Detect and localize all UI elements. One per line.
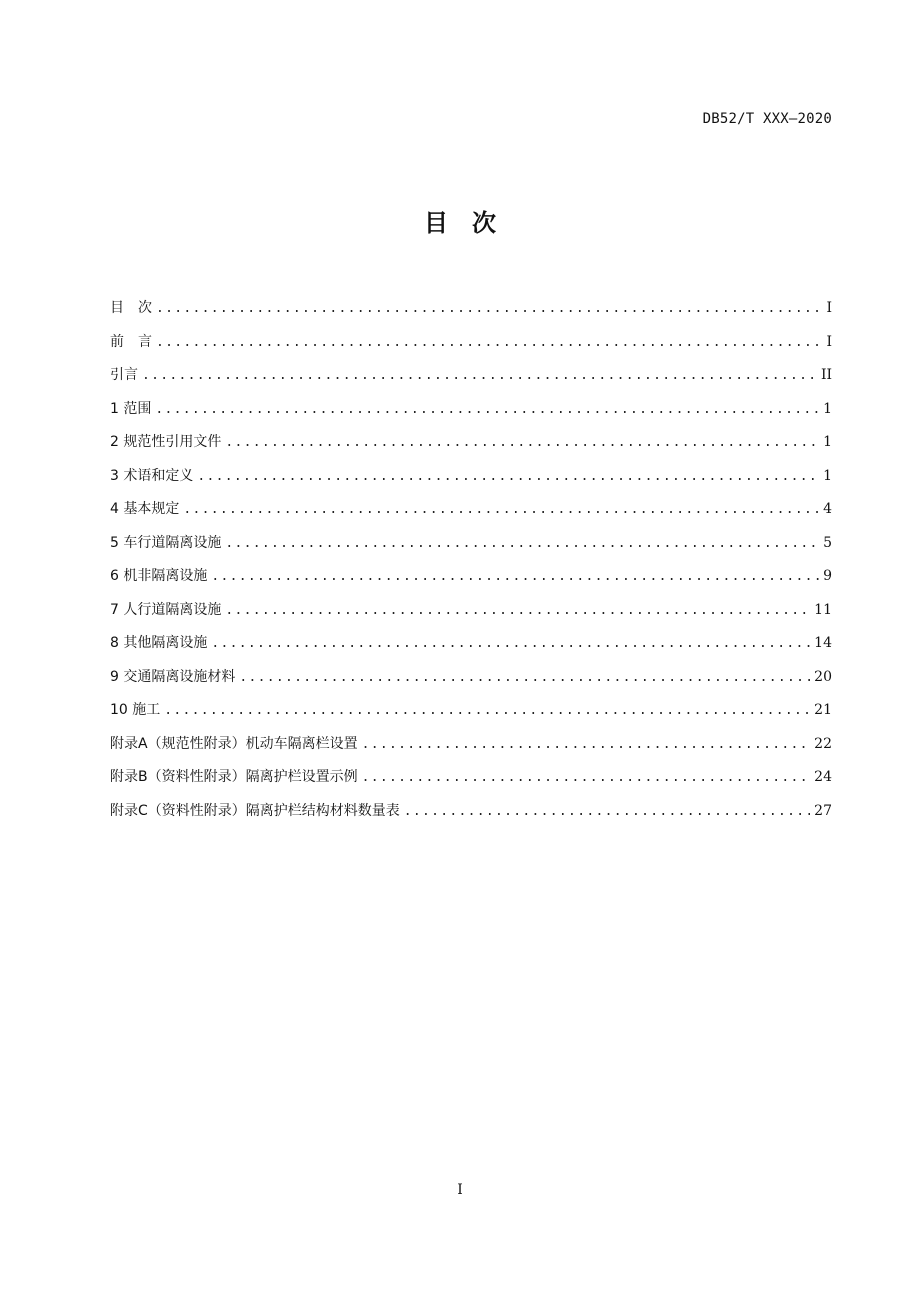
toc-page-number: 22	[814, 735, 832, 752]
toc-entry-section-2[interactable]	[110, 431, 832, 465]
toc-entry-appendix-a[interactable]	[110, 733, 832, 767]
page-title-char-2: 次	[472, 209, 496, 237]
toc-dot-leader	[156, 332, 822, 354]
toc-page-number: 1	[823, 467, 832, 484]
toc-page-number: 1	[823, 434, 832, 450]
toc-dot-leader	[362, 734, 811, 756]
toc-page-number: 9	[823, 568, 832, 584]
toc-dot-leader	[164, 700, 810, 722]
toc-entry-appendix-c[interactable]	[110, 800, 832, 834]
toc-entry-label: 10 施工	[110, 702, 161, 718]
toc-dot-leader	[225, 432, 819, 454]
toc-dot-leader	[404, 801, 810, 823]
toc-entry-section-3[interactable]	[110, 465, 832, 499]
toc-page-number: 11	[814, 601, 832, 618]
toc-entry-contents[interactable]	[110, 297, 832, 331]
toc-page-number: 20	[814, 668, 832, 685]
document-code: DB52/T XXX—2020	[702, 111, 832, 127]
toc-page-number: 21	[814, 702, 832, 718]
toc-dot-leader	[225, 533, 819, 555]
toc-entry-label: 目 次	[110, 300, 152, 316]
page-number: I	[457, 1182, 463, 1198]
toc-entry-label: 7 人行道隔离设施	[110, 601, 222, 618]
table-of-contents	[110, 297, 832, 833]
toc-page-number: 1	[823, 400, 832, 417]
toc-entry-label: 附录B（资料性附录）隔离护栏设置示例	[110, 769, 358, 785]
toc-entry-label: 引言	[110, 367, 138, 383]
toc-dot-leader	[362, 767, 811, 789]
toc-page-number: 27	[814, 802, 832, 819]
toc-dot-leader	[211, 633, 810, 655]
toc-entry-section-6[interactable]	[110, 565, 832, 599]
toc-entry-label: 附录C（资料性附录）隔离护栏结构材料数量表	[110, 802, 400, 819]
toc-entry-foreword[interactable]	[110, 331, 832, 365]
toc-entry-section-1[interactable]	[110, 398, 832, 432]
toc-entry-section-4[interactable]	[110, 498, 832, 532]
toc-entry-label: 2 规范性引用文件	[110, 434, 222, 450]
page-title	[0, 203, 920, 238]
toc-entry-appendix-b[interactable]	[110, 766, 832, 800]
toc-page-number: 24	[814, 769, 832, 785]
page-title-char-1: 目	[424, 209, 448, 237]
toc-entry-label: 3 术语和定义	[110, 467, 194, 484]
toc-dot-leader	[156, 298, 822, 320]
toc-entry-section-8[interactable]	[110, 632, 832, 666]
toc-entry-label: 前 言	[110, 333, 152, 350]
toc-entry-label: 4 基本规定	[110, 501, 180, 517]
toc-entry-section-10[interactable]	[110, 699, 832, 733]
toc-entry-label: 5 车行道隔离设施	[110, 534, 222, 551]
toc-entry-label: 8 其他隔离设施	[110, 635, 208, 651]
toc-dot-leader	[225, 600, 810, 622]
toc-dot-leader	[155, 399, 819, 421]
toc-entry-label: 6 机非隔离设施	[110, 568, 208, 584]
toc-dot-leader	[197, 466, 819, 488]
toc-entry-label: 附录A（规范性附录）机动车隔离栏设置	[110, 735, 358, 752]
toc-page-number: 14	[814, 635, 832, 651]
toc-entry-section-5[interactable]	[110, 532, 832, 566]
toc-dot-leader	[183, 499, 819, 521]
toc-entry-label: 1 范围	[110, 400, 152, 417]
toc-page-number: I	[826, 333, 832, 350]
toc-page-number: 4	[823, 501, 832, 517]
toc-page-number: 5	[823, 534, 832, 551]
toc-entry-section-9[interactable]	[110, 666, 832, 700]
toc-entry-introduction[interactable]	[110, 364, 832, 398]
toc-dot-leader	[239, 667, 810, 689]
toc-entry-label: 9 交通隔离设施材料	[110, 668, 236, 685]
toc-page-number: II	[820, 367, 832, 383]
toc-page-number: I	[826, 300, 832, 316]
toc-dot-leader	[211, 566, 819, 588]
toc-entry-section-7[interactable]	[110, 599, 832, 633]
toc-dot-leader	[142, 365, 817, 387]
